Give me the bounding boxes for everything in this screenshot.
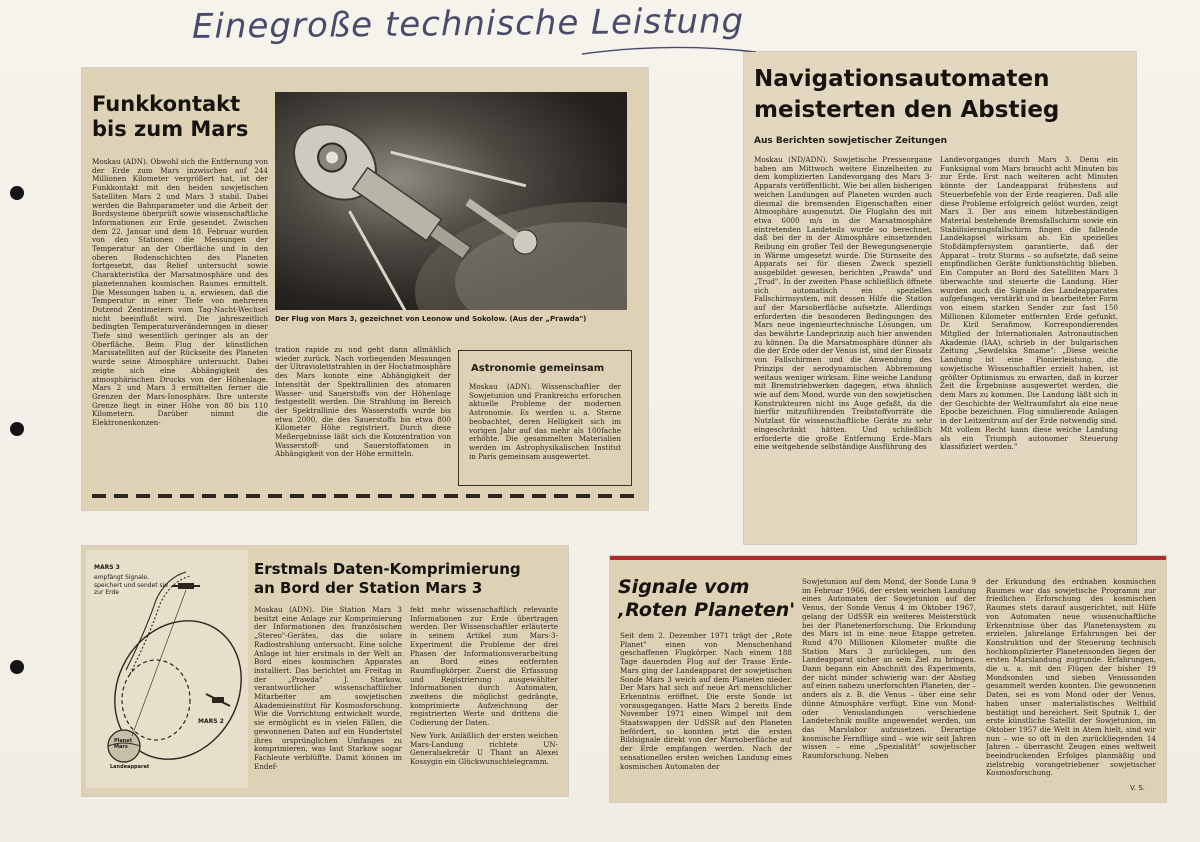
map-label-planet: Planet Mars bbox=[114, 738, 133, 750]
orbit-diagram bbox=[86, 550, 248, 788]
article-headline bbox=[254, 560, 521, 598]
article-headline bbox=[618, 576, 795, 622]
box-headline: Astronomie gemeinsam bbox=[471, 363, 605, 374]
map-label-lander: Landeapparat bbox=[110, 764, 150, 770]
map-label-mars3: MARS 3 bbox=[94, 564, 120, 571]
article-column: der Erkundung des erdnahen kosmischen Raumes war das sowjetische Programm zur friedlichen Erforschung des kosmischen Raumes stets darauf ausgerichtet, mit Hilfe von Automaten neue wissenschaftliche Erkenntnisse über das Planetensystem zu erzielen. Jahrelange Erfahrungen bei der Konstruktion und der Steuerung technisch hochkomplizierter Planetensonden liegen der ersten Marslandung zugrunde. Erfahrungen, die u. a. mit den Flügen der bisher 19 Mondsonden und sieben Venussonden gesammelt werden konnten. Die gewonnenen Daten, sei es vom Mond oder der Venus, haben unser materialistisches Weltbild bestätigt und bereichert. Seit Sputnik 1, der erste künstliche Satellit der Sowjetunion, im Oktober 1957 die Welt in Atem hielt, sind wir nun – wie so oft in den zurückliegenden 14 Jahren – überrascht Zeugen eines weltweit beeindruckenden Erfolges planmäßig und zielstrebig vorangetriebener sowjetischer Kosmosforschung. bbox=[986, 578, 1156, 778]
article-headline bbox=[754, 64, 1059, 126]
article-column: Moskau (ND/ADN). Sowjetische Presseorgane haben am Mittwoch weitere Einzelheiten zu dem komplizierten Landevorgang des Mars 3-Apparats veröffentlicht. Wie bei allen bisherigen weichen Landungen auf Planeten wurden auch diesmal die bremsenden Eigenschaften einer Atmosphäre ausgenutzt. Die Fluglahn des mit etwa 6000 m/s in die Marsatmosphäre eintretenden Landeteils wurde so berechnet, daß bei der in der Atmosphäre einsetzenden Reibung ein großer Teil der Bewegungsenergie in Wärme umgesetzt wurde. Die Stirnseite des Apparats sei für diesen Zweck speziell ausgebildet gewesen, berichten „Prawda" und „Trud". In der zweiten Phase schließlich öffnete sich automatisch ein spezielles Fallschirmsystem, mit dessen Hilfe die Station auf der Marsoberfläche aufsetzte. Allerdings erforderten die besonderen Bedingungen des Mars neue ingenieurtechnische Lösungen, um das bewährte Landeprinzip auch hier anwenden zu können. Da die Marsatmosphäre dünner als die der Erde oder der Venus ist, sind der Einsatz von Fallschirmen und die Anwendung des Prinzips der aerodynamischen Abbremsung weitaus weniger wirksam. Eine weiche Landung mit Bremstriebwerken dagegen, etwa ähnlich wie auf dem Mond, wurde von den sowjetischen Konstrukteuren nicht ins Auge gefaßt, da die hierfür mitzuführenden Treibstoffvorräte die Nutzlast für wissenschaftliche Geräte zu sehr eingeschränkt hätten. Und schließlich erforderte die große Entfernung Erde–Mars eine weitgehende selbständige Ausführung des bbox=[754, 156, 932, 452]
author-signature: V. S. bbox=[1130, 784, 1146, 792]
article-column: Moskau (ADN). Die Station Mars 3 besitzt eine Anlage zur Komprimierung der Informationen des französischen „Stereo"-Gerätes, das die solare Radiostrahlung untersucht. Eine solche Anlage ist hier erstmals in der Welt an Bord eines kosmischen Apparates installiert. Das berichtet am Freitag in der „Prawda" J. Starkow, verantwortlicher wissenschaftlicher Mitarbeiter am sowjetischen Akademieinstitut für Kosmosforschung. Wie die Vorrichtung entwickelt wurde, sie ermöglicht es in vielen Fällen, die gewonnenen Daten auf ein Hundertstel ihres ursprünglichen Umfanges zu komprimieren, was laut Starkow sogar Fachleute verblüffte. Damit können im Endef- bbox=[254, 606, 402, 771]
article-column: tration rapide zu und geht dann allmählich wieder zurück. Nach vorliegenden Messungen der Ultraviolettstrahlen in der Hochatmosphäre des Mars konnte eine Abhängigkeit der Intensität der Spektrallinien des atomaren Wasser- und Sauerstoffs von der Höhenlage festgestellt werden. Die Strahlung im Bereich der Spektrallinie des Wasserstoffs wurde bis etwa 2000, die des Sauerstoffs bis etwa 800 Kilometer Höhe registriert. Durch diese Meßergebnisse läßt sich die Konzentration von Wasserstoff- und Sauerstoffatomen in Abhängigkeit von der Höhe ermitteln. bbox=[275, 346, 451, 459]
box-text: Moskau (ADN). Wissenschaftler der Sowjetunion und Frankreichs erforschen aktuelle Probleme der modernen Astronomie. Es werden u. a. Sterne beobachtet, deren Helligkeit sich im vorigen Jahr auf das mehr als 100fache erhöhte. Die gesammelten Materialien werden im Astrophysikalischen Institut in Paris gemeinsam ausgewertet. bbox=[469, 383, 621, 461]
mars3-drawing bbox=[275, 92, 627, 310]
punch-hole bbox=[10, 660, 24, 674]
headline-line: bis zum Mars bbox=[92, 117, 249, 141]
headline-line: an Bord der Station Mars 3 bbox=[254, 579, 483, 597]
map-label-caption: empfängt Signale, speichert und sendet sie zur Erde bbox=[94, 574, 168, 596]
article-column: Seit dem 2. Dezember 1971 trägt der „Rote Planet" einen von Menschenhand geschaffenen Flugkörper. Nach einem 188 Tage dauernden Flug auf der Trasse Erde–Mars ging der Landeapparat der sowjetischen Sonde Mars 3 weich auf dem Planeten nieder. Der Mars hat sich auf neue Art menschlicher Erkenntnis eröffnet. Die erste Sonde ist vorausgegangen. Hatte Mars 2 bereits Ende November 1971 einen Wimpel mit dem Staatswappen der UdSSR auf den Planeten befördert, so konnten jetzt die ersten Bildsignale direkt von der Marsoberfläche auf der Erde empfangen werden. Nach der sensationellen ersten weichen Landung eines kosmischen Automaten der bbox=[620, 632, 792, 771]
sidebar-box bbox=[458, 350, 632, 486]
article-column: New York. Anläßlich der ersten weichen Mars-Landung richtete UN-Generalsekretär U Thant an Alexei Kossygin ein Glückwunschtelegramm. bbox=[410, 730, 558, 766]
article-navigationsautomaten bbox=[744, 52, 1136, 544]
map-label-mars2: MARS 2 bbox=[198, 718, 224, 725]
headline-line: ‚Roten Planeten' bbox=[618, 599, 796, 621]
headline-line: Funkkontakt bbox=[92, 92, 241, 116]
headline-line: Erstmals Daten-Komprimierung bbox=[254, 560, 521, 578]
spacecraft-illustration bbox=[275, 92, 627, 310]
handwritten-title: Einegroße technische Leistung bbox=[191, 1, 745, 47]
article-funkkontakt bbox=[82, 68, 648, 510]
article-column: Moskau (ADN). Obwohl sich die Entfernung von der Erde zum Mars inzwischen auf 244 Millionen Kilometer vergrößert hat, ist der Funkkontakt mit den beiden sowjetischen Satelliten Mars 2 und Mars 3 stabil. Dabei werden die Bahnparameter und die Arbeit der Bordsysteme überprüft sowie wissenschaftliche Informationen zur Erde gesendet. Zwischen dem 22. Januar und dem 18. Februar wurden von den Stationen die Messungen der Temperatur an der Oberfläche und in den oberen Bodenschichten des Planeten fortgesetzt, das Relief untersucht sowie Charakteristika der Marsatmosphäre und des planetennahen kosmischen Raumes ermittelt. Die Messungen haben u. a. erwiesen, daß die Temperatur in einer Tiefe von mehreren Dutzend Zentimetern vom Tag-Nacht-Wechsel nicht beeinflußt wird. Die jahreszeitlich bedingten Temperaturveränderungen in dieser Tiefe sind wesentlich geringer als an der Oberfläche. Beim Flug der künstlichen Marssatelliten auf der Rückseite des Planeten wurde seine Atmosphäre untersucht. Dabei zeigte sich eine Abhängigkeit des atmosphärischen Drucks von der Höhenlage. Mars 2 und Mars 3 ermittelten ferner die Grenzen der Mars-Ionosphäre. Ihre unterste Grenze liegt in einer Höhe von 80 bis 110 Kilometern. Darüber nimmt die Elektronenkonzen- bbox=[92, 158, 268, 428]
article-signale bbox=[610, 556, 1166, 802]
handwritten-underline bbox=[580, 38, 760, 58]
article-column: Sowjetunion auf dem Mond, der Sonde Luna 9 im Februar 1966, der ersten weichen Landung eines Automaten der Sowjetunion auf der Venus, der Sonde Venus 4 im Oktober 1967, gelang der UdSSR ein weiteres Meisterstück bei der Planetenerforschung. Die Erkundung des Mars ist in eine neue Etappe getreten. Rund 470 Millionen Kilometer mußte die Station Mars 3 zurücklegen, um den Landeapparat sicher an sein Ziel zu bringen. Dann begann ein Abschnitt des Experiments, der nicht minder schwierig war: der Abstieg auf einen nahezu unerforschten Planeten, der – anders als z. B. die Venus – über eine sehr dünne Atmosphäre verfügt. Eine von Mond- oder Venuslandungen verschiedene Landetechnik mußte angewendet werden, um das Marslabor aufzusetzen. Derartige kosmische Fernflüge sind – wie wir seit Jahren wissen – eine „Spezialität" sowjetischer Raumforschung. Neben bbox=[802, 578, 976, 761]
article-column: fekt mehr wissenschaftlich relevante Informationen zur Erde übertragen werden. Der Wissenschaftler erläuterte in seinem Artikel zum Mars-3-Experiment die Probleme der drei Phasen der Informationsverarbeitung an Bord eines entfernten Raumflugkörper. Zuerst die Erfassung und Registrierung ausgewählter Informationen durch Automaten, zweitens die möglichst gedrängte, komprimierte Aufzeichnung der registrierten Werte und drittens die Codierung der Daten. bbox=[410, 606, 558, 728]
article-datenkomprimierung bbox=[82, 546, 568, 796]
article-column: Landevorganges durch Mars 3. Denn ein Funksignal vom Mars braucht acht Minuten bis zur Erde. Erst nach weiteren acht Minuten könnte der Landeapparat frühestens auf Steuerbefehle von der Erde reagieren. Daß alle diese Probleme erfolgreich gelöst wurden, zeigt Mars 3. Der aus einem hitzebeständigen Material bestehende Bremsfallschirm sowie ein Stabilisierungsfallschirm fingen die fallende Landekapsel wirksam ab. Ein spezielles Stoßdämpfersystem garantierte, daß der Apparat – trotz Sturms – so aufsetzte, daß seine empfindlichen Geräte funktionstüchtig blieben. Ein Computer an Bord des Satelliten Mars 3 überwachte und steuerte die Landung. Hier wurden auch die Signale des Landeapparates aufgefangen, verstärkt und in bearbeiteter Form von einem starken Sender zur fast 150 Millionen Kilometer entfernten Erde gefunkt. Dr. Kiril Serafimow, Korrespondierendes Mitglied der Internationalen Astronautischen Akademie (IAA), schrieb in der bulgarischen Zeitung „Sewdelska Smame": „Diese weiche Landung ist eine Pionierleistung, die sowjetische Wissenschaftler erzielt haben, ist größter Optimismus zu erwarten, daß in kurzer Zeit die Ergebnisse ausgewertet werden, die dem Mars zu kommen. Die Landung läßt sich in der Geschichte der Weltraumfahrt als eine neue Epoche bezeichnen. Flug simulierende Anlagen in der Leitzentrum auf der Erde notwendig sind. Mit vollem Recht kann diese weiche Landung als ein Triumph autonomer Steuerung klassifiziert werden." bbox=[940, 156, 1118, 452]
headline-line: meisterten den Abstieg bbox=[754, 97, 1060, 123]
photo-caption: Der Flug von Mars 3, gezeichnet von Leonow und Sokolow. (Aus der „Prawda") bbox=[275, 315, 587, 323]
article-headline bbox=[92, 92, 248, 142]
article-subheadline: Aus Berichten sowjetischer Zeitungen bbox=[754, 136, 948, 146]
punch-hole bbox=[10, 422, 24, 436]
headline-line: Navigationsautomaten bbox=[754, 66, 1050, 92]
punch-hole bbox=[10, 186, 24, 200]
article-column-group bbox=[410, 606, 558, 788]
headline-line: Signale vom bbox=[618, 576, 750, 598]
divider-dashes bbox=[92, 494, 638, 498]
